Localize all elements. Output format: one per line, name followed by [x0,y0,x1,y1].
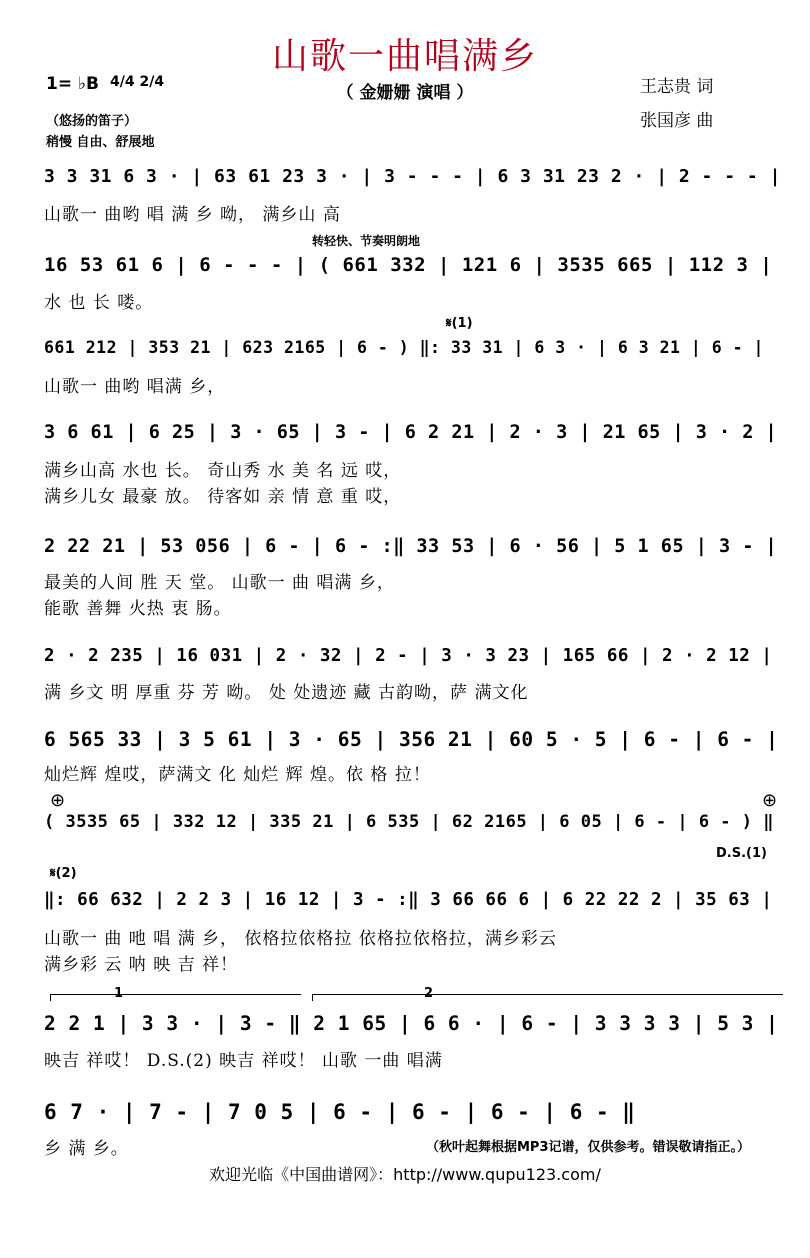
segno-mark: 𝄋(2) [50,866,77,881]
coda-icon: ⊕ [50,790,66,811]
lyrics-verse: 水 也 长 喽。 [44,293,154,313]
singer-credit: （ 金姗姗 演唱 ） [336,83,474,103]
lyrics-verse: 映吉 祥哎！ D.S.(2) 映吉 祥哎！ 山歌 一曲 唱满 [44,1051,443,1071]
lyrics-verse: 山歌一 曲哟 唱 满 乡 呦， 满乡山 高 [44,205,341,225]
coda-icon: ⊕ [762,790,778,811]
notation: 2 · 2 235 | 16 031 | 2 · 32 | 2 - | 3 · 3 23 | 165 66 | 2 · 2 12 | [44,646,773,666]
volta-bracket-2 [312,994,783,1001]
notation: 3 6 61 | 6 25 | 3 · 65 | 3 - | 6 2 21 | 2 · 3 | 21 65 | 3 · 2 | [44,422,778,443]
lyrics-verse: 山歌一 曲哟 唱满 乡， [44,377,226,397]
lyrics-verse: 乡 满 乡。 [44,1139,129,1159]
time-signature: 4/4 2/4 [110,74,165,90]
tempo-marking: 稍慢 自由、舒展地 [46,135,155,150]
lyrics-verse-1: 山歌一 曲 吔 唱 满 乡， 依格拉依格拉 依格拉依格拉，满乡彩云 [44,929,557,949]
volta-bracket-1 [50,994,301,1001]
lyrics-verse: 灿烂辉 煌哎，萨满文 化 灿烂 辉 煌。依 格 拉！ [44,765,431,785]
notation: 16 53 61 6 | 6 - - - | ( 661 332 | 121 6 | 3535 665 | 112 3 | [44,254,773,276]
song-title: 山歌一曲唱满乡 [271,36,538,77]
notation: ( 3535 65 | 332 12 | 335 21 | 6 535 | 62 2165 | 6 05 | 6 - | 6 - ) ‖ [44,812,774,832]
notation: 661 212 | 353 21 | 623 2165 | 6 - ) ‖: 33 31 | 6 3 · | 6 3 21 | 6 - | [44,338,764,357]
notation: 2 22 21 | 53 056 | 6 - | 6 - :‖ 33 53 | 6 · 56 | 5 1 65 | 3 - | [44,536,778,557]
notation: 3 3 31 6 3 · | 63 61 23 3 · | 3 - - - | 6 3 31 23 2 · | 2 - - - | [44,166,781,187]
lyrics-verse-2: 满乡彩 云 呐 映 吉 祥！ [44,955,239,975]
volta-label-2: 2 [424,986,434,1001]
lyrics-verse: 满 乡文 明 厚重 芬 芳 呦。 处 处遗迹 藏 古韵呦，萨 满文化 [44,683,529,703]
volta-label-1: 1 [114,986,124,1001]
segno-mark: 𝄋(1) [446,316,473,331]
composer-credit: 张国彦 曲 [640,111,714,131]
key-signature: 1= ♭B [46,74,99,94]
transcription-note: （秋叶起舞根据MP3记谱，仅供参考。错误敬请指正。） [426,1140,751,1155]
lyrics-verse-1: 满乡山高 水也 长。 奇山秀 水 美 名 远 哎， [44,461,402,481]
tempo-change: 转轻快、节奏明朗地 [312,234,421,248]
lyricist-credit: 王志贵 词 [640,77,714,97]
lyrics-verse-2: 满乡儿女 最豪 放。 待客如 亲 情 意 重 哎， [44,487,402,507]
notation: 2 2 1 | 3 3 · | 3 - ‖ 2 1 65 | 6 6 · | 6 - | 3 3 3 3 | 5 3 | [44,1012,779,1035]
lyrics-verse-1: 最美的人间 胜 天 堂。 山歌一 曲 唱满 乡， [44,573,395,593]
notation: ‖: 66 632 | 2 2 3 | 16 12 | 3 - :‖ 3 66 66 6 | 6 22 22 2 | 35 63 | [44,890,773,910]
notation: 6 7 · | 7 - | 7 0 5 | 6 - | 6 - | 6 - | 6 - ‖ [44,1100,636,1124]
notation: 6 565 33 | 3 5 61 | 3 · 65 | 356 21 | 60 5 · 5 | 6 - | 6 - | [44,728,779,751]
intro-instrument: （悠扬的笛子） [46,114,138,129]
site-footer: 欢迎光临《中国曲谱网》：http://www.qupu123.com/ [209,1165,601,1184]
lyrics-verse-2: 能歌 善舞 火热 衷 肠。 [44,599,232,619]
dal-segno-mark: D.S.(1) [716,846,767,861]
